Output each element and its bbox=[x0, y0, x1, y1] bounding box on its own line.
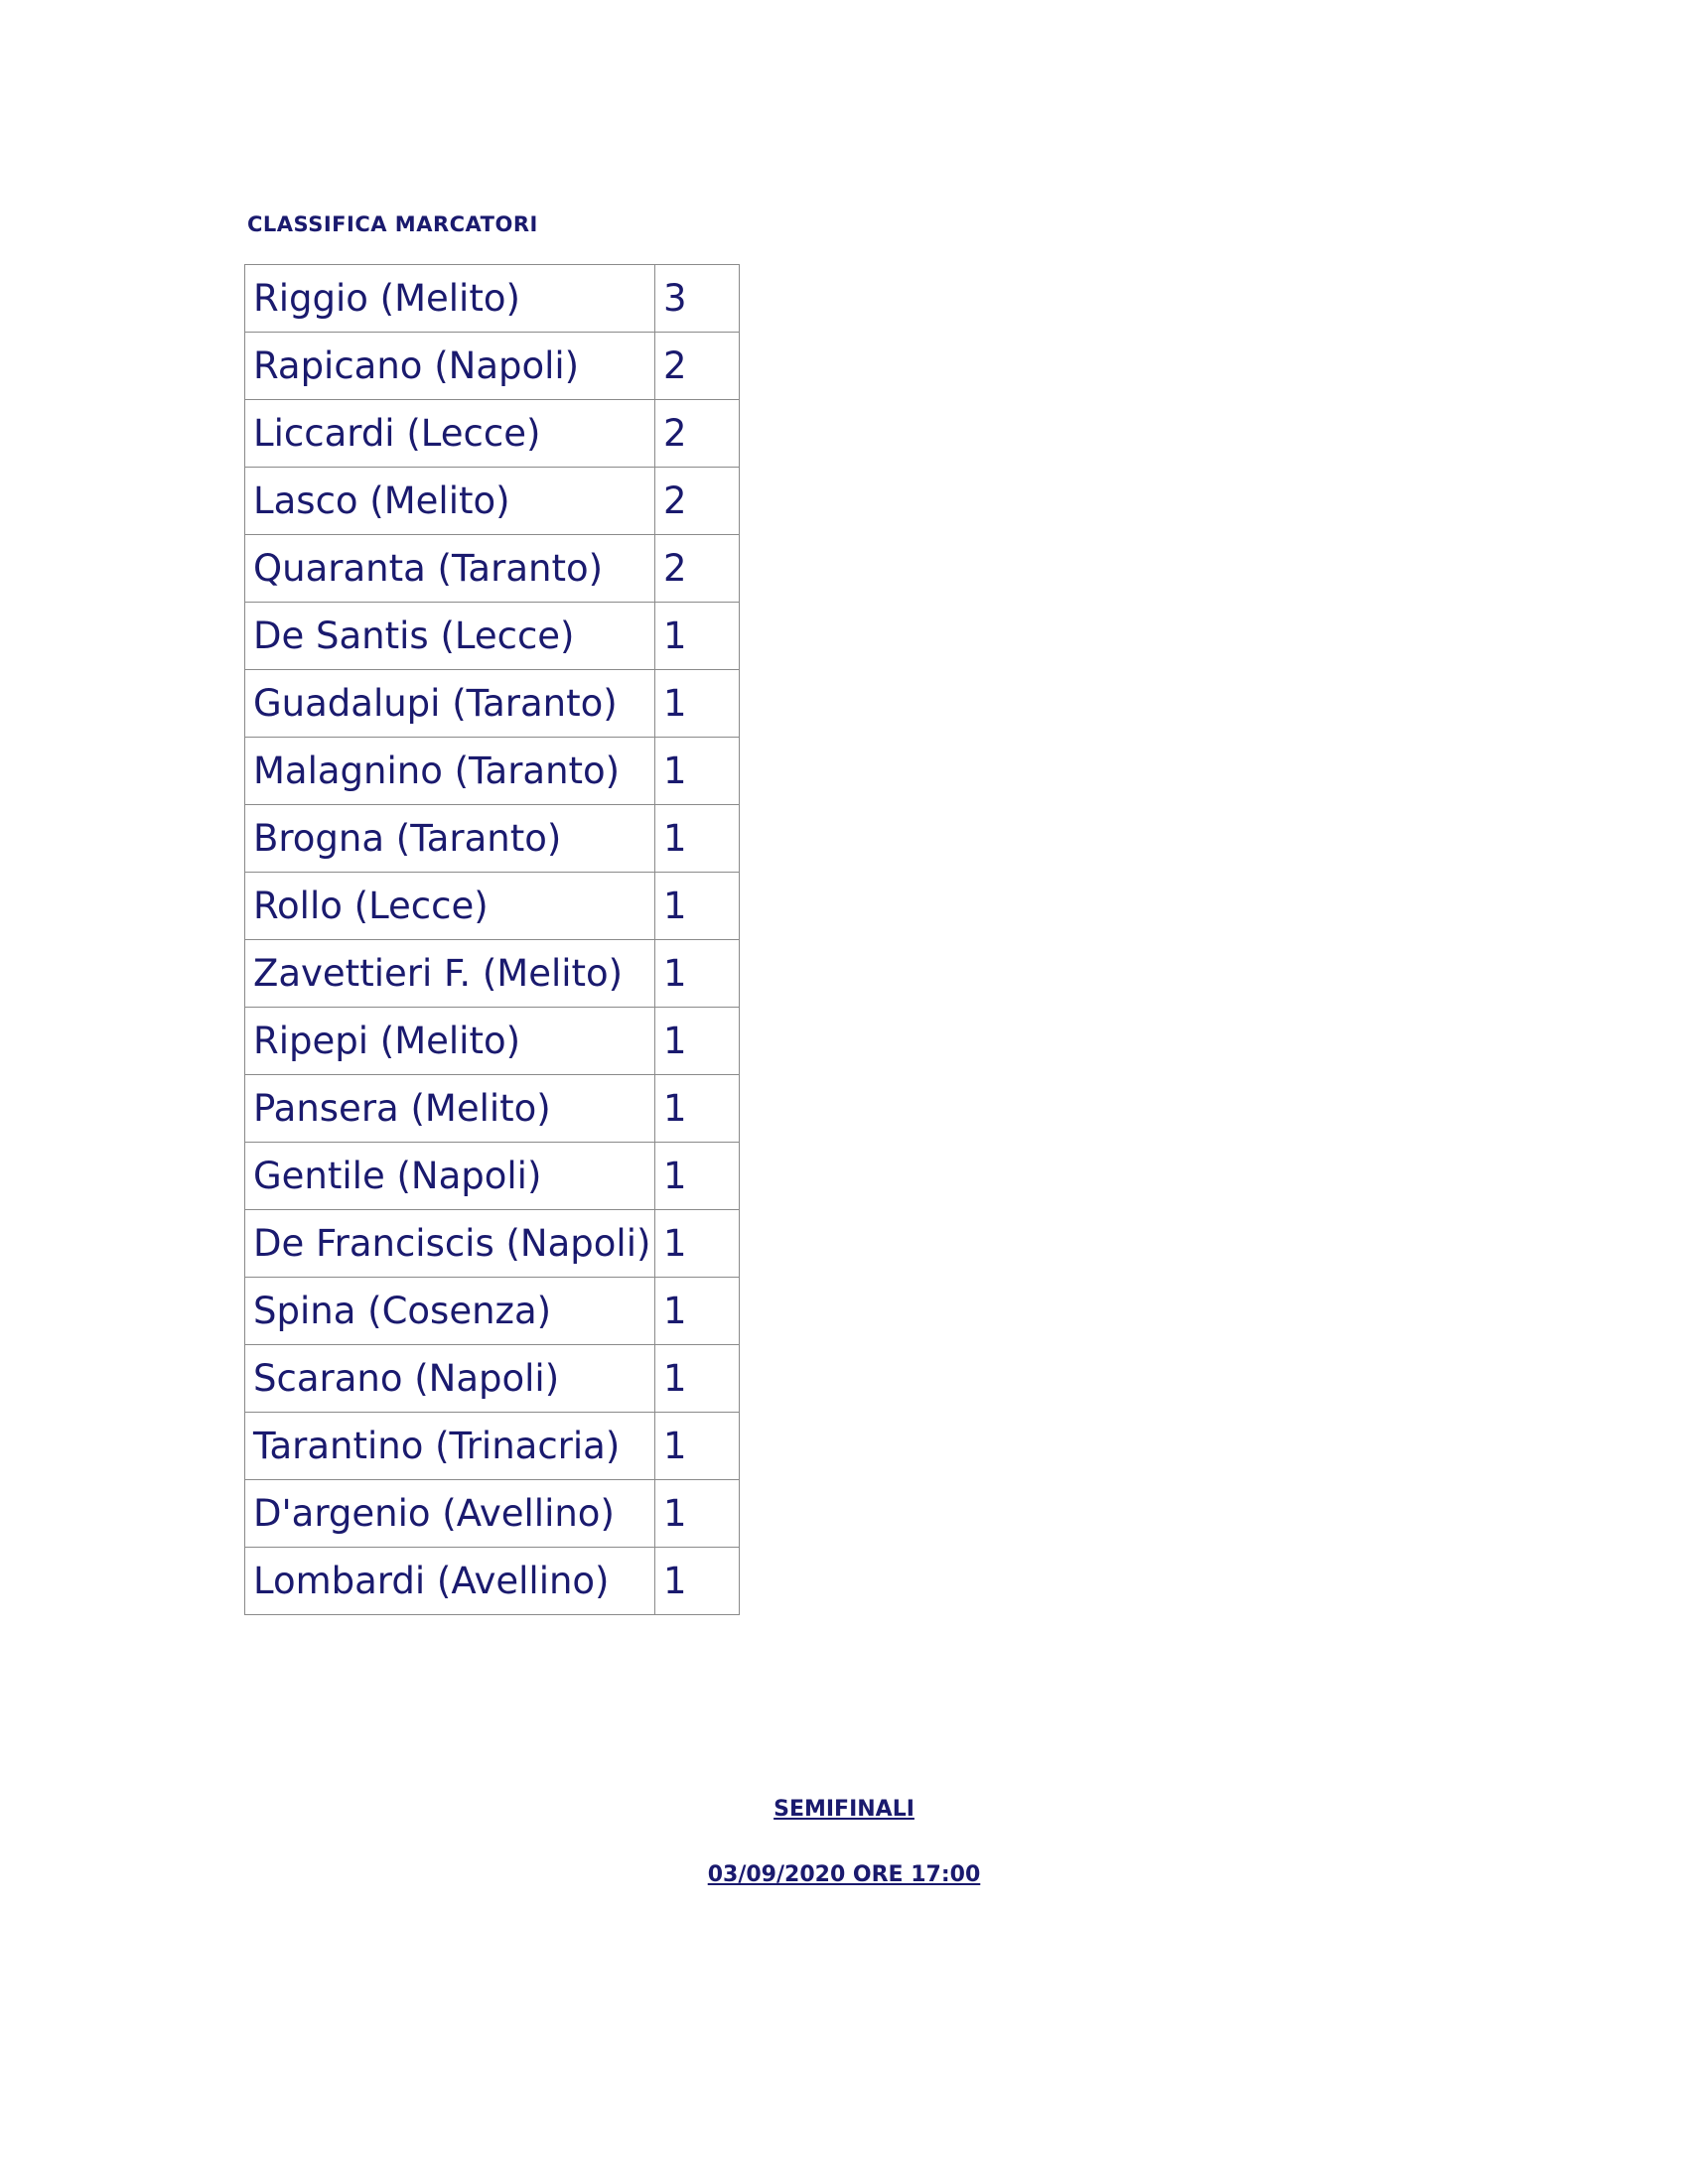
scorer-name: Gentile (Napoli) bbox=[245, 1143, 655, 1210]
scorer-name: Scarano (Napoli) bbox=[245, 1345, 655, 1413]
scorer-goals: 1 bbox=[655, 1548, 740, 1615]
table-row bbox=[245, 535, 740, 603]
scorer-name: Rollo (Lecce) bbox=[245, 873, 655, 940]
scorer-name: De Santis (Lecce) bbox=[245, 603, 655, 670]
scorer-goals: 1 bbox=[655, 1210, 740, 1278]
scorer-name: Zavettieri F. (Melito) bbox=[245, 940, 655, 1008]
table-row bbox=[245, 1413, 740, 1480]
scorer-goals: 1 bbox=[655, 1008, 740, 1075]
scorer-name: Guadalupi (Taranto) bbox=[245, 670, 655, 738]
table-row bbox=[245, 805, 740, 873]
table-row bbox=[245, 1143, 740, 1210]
table-row bbox=[245, 1008, 740, 1075]
scorer-goals: 1 bbox=[655, 1345, 740, 1413]
table-row bbox=[245, 468, 740, 535]
scorer-name: Liccardi (Lecce) bbox=[245, 400, 655, 468]
scorer-name: Tarantino (Trinacria) bbox=[245, 1413, 655, 1480]
scorer-goals: 1 bbox=[655, 873, 740, 940]
scorer-name: Quaranta (Taranto) bbox=[245, 535, 655, 603]
table-row bbox=[245, 1210, 740, 1278]
table-row bbox=[245, 940, 740, 1008]
scorers-table bbox=[244, 264, 740, 1615]
scorer-name: Spina (Cosenza) bbox=[245, 1278, 655, 1345]
scorer-name: Brogna (Taranto) bbox=[245, 805, 655, 873]
scorer-goals: 2 bbox=[655, 535, 740, 603]
page-heading: CLASSIFICA MARCATORI bbox=[247, 212, 538, 236]
table-row bbox=[245, 1480, 740, 1548]
table-row bbox=[245, 1075, 740, 1143]
scorer-goals: 2 bbox=[655, 333, 740, 400]
table-row bbox=[245, 670, 740, 738]
scorers-table-body bbox=[245, 265, 740, 1615]
scorer-goals: 2 bbox=[655, 400, 740, 468]
scorer-goals: 1 bbox=[655, 1278, 740, 1345]
scorer-goals: 1 bbox=[655, 1480, 740, 1548]
scorer-goals: 3 bbox=[655, 265, 740, 333]
scorer-goals: 1 bbox=[655, 1413, 740, 1480]
scorer-name: Rapicano (Napoli) bbox=[245, 333, 655, 400]
scorer-name: De Franciscis (Napoli) bbox=[245, 1210, 655, 1278]
table-row bbox=[245, 738, 740, 805]
scorer-goals: 1 bbox=[655, 738, 740, 805]
table-row bbox=[245, 1278, 740, 1345]
table-row bbox=[245, 333, 740, 400]
scorer-name: Lombardi (Avellino) bbox=[245, 1548, 655, 1615]
table-row bbox=[245, 603, 740, 670]
semifinals-datetime[interactable]: 03/09/2020 ORE 17:00 bbox=[707, 1862, 981, 1887]
scorer-goals: 1 bbox=[655, 670, 740, 738]
table-row bbox=[245, 400, 740, 468]
scorer-name: Lasco (Melito) bbox=[245, 468, 655, 535]
semifinals-title[interactable]: SEMIFINALI bbox=[774, 1797, 914, 1822]
table-row bbox=[245, 1345, 740, 1413]
table-row bbox=[245, 873, 740, 940]
scorer-goals: 2 bbox=[655, 468, 740, 535]
table-row bbox=[245, 1548, 740, 1615]
scorer-name: Riggio (Melito) bbox=[245, 265, 655, 333]
scorer-goals: 1 bbox=[655, 1075, 740, 1143]
scorer-name: Malagnino (Taranto) bbox=[245, 738, 655, 805]
scorer-name: D'argenio (Avellino) bbox=[245, 1480, 655, 1548]
table-row bbox=[245, 265, 740, 333]
scorer-goals: 1 bbox=[655, 1143, 740, 1210]
scorer-goals: 1 bbox=[655, 805, 740, 873]
scorer-goals: 1 bbox=[655, 603, 740, 670]
scorer-name: Pansera (Melito) bbox=[245, 1075, 655, 1143]
scorer-goals: 1 bbox=[655, 940, 740, 1008]
scorer-name: Ripepi (Melito) bbox=[245, 1008, 655, 1075]
